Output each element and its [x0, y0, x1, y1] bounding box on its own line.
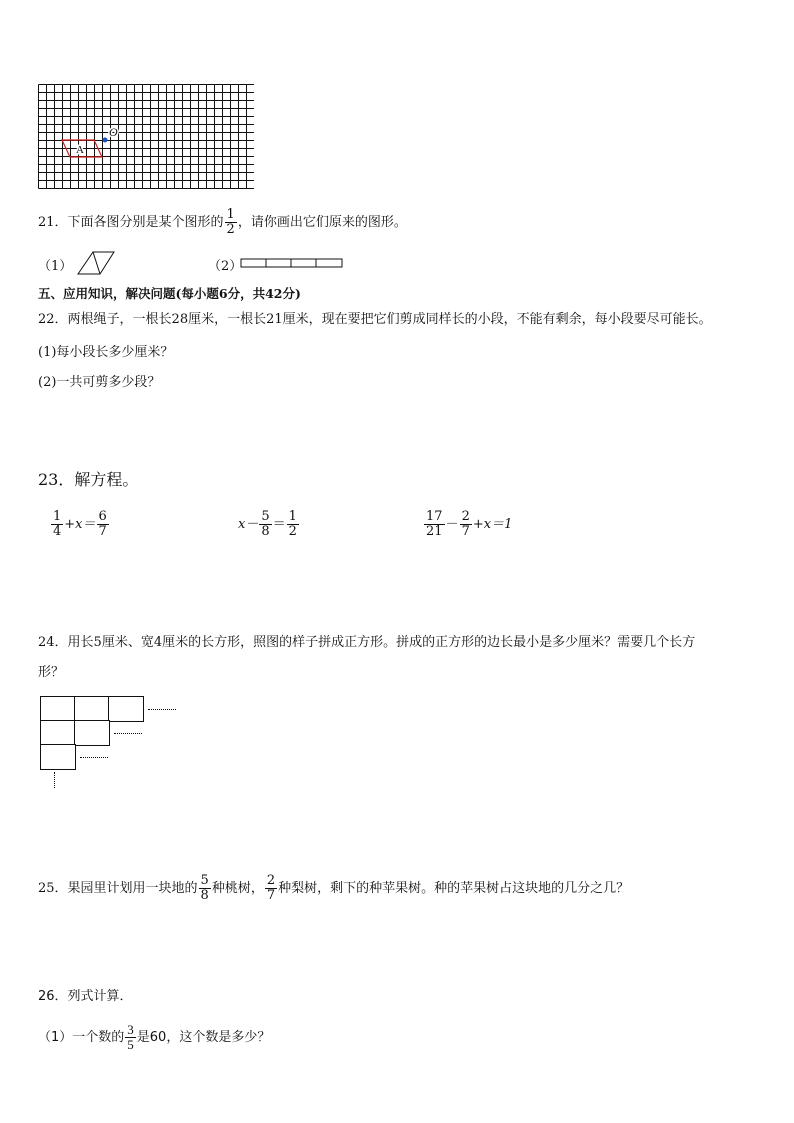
eq1-frac1-num: 1 — [53, 509, 62, 524]
eq1-frac2-den: 7 — [98, 524, 107, 539]
eq3-frac2-den: 7 — [461, 524, 470, 539]
tile — [40, 744, 76, 770]
tile — [108, 696, 144, 722]
q25-text — [38, 874, 629, 903]
q23-title: 23．解方程。 — [38, 470, 139, 489]
q26-frac-den: 5 — [127, 1037, 134, 1052]
q26-sub1 — [38, 1023, 270, 1052]
point-o — [103, 138, 108, 143]
q25-frac1-den: 8 — [200, 888, 209, 903]
eq3-tail: +x＝1 — [472, 517, 513, 532]
q23-eq1 — [50, 510, 110, 539]
continuation-dots-vertical — [54, 772, 55, 788]
q22-sub2: (2)一共可剪多少段？ — [38, 375, 161, 390]
q21-item1-label: （1） — [38, 259, 73, 274]
q25-frac1-num: 5 — [200, 873, 209, 888]
eq1-mid: +x＝ — [64, 517, 96, 532]
tile — [74, 720, 110, 746]
continuation-dots — [114, 733, 142, 734]
shape-a-label: A — [76, 144, 84, 156]
tile — [40, 720, 76, 746]
q21-suffix: ，请你画出它们原来的图形。 — [237, 215, 407, 230]
grid-lines — [39, 85, 255, 189]
point-o-label: O — [109, 125, 118, 139]
continuation-dots — [148, 709, 176, 710]
continuation-dots — [80, 757, 108, 758]
eq2-frac1-den: 8 — [261, 524, 270, 539]
q24-line1: 24．用长5厘米、宽4厘米的长方形，照图的样子拼成正方形。拼成的正方形的边长最小是多少厘米？需要几个长方 — [38, 635, 696, 650]
tile — [40, 696, 76, 722]
q21-fraction — [225, 208, 237, 237]
q21-frac-den: 2 — [226, 222, 235, 237]
half-strip-figure — [240, 257, 344, 269]
q25-frac2-den: 7 — [266, 888, 276, 903]
eq2-frac2-num: 1 — [288, 509, 297, 524]
q26-frac-num: 3 — [127, 1022, 134, 1037]
q25-mid: 种桃树， — [211, 881, 264, 896]
q24-line2: 形？ — [38, 665, 65, 680]
q23-eq2 — [238, 510, 300, 539]
q26-sub1-suffix: 是60，这个数是多少？ — [136, 1030, 271, 1045]
eq2-mid: ＝ — [272, 517, 286, 532]
q21-item2-label: （2） — [208, 259, 243, 274]
section5-title: 五、应用知识，解决问题(每小题6分，共42分) — [38, 286, 301, 301]
tile — [74, 696, 110, 722]
q25-frac2-num: 2 — [266, 873, 276, 888]
eq2-frac2-den: 2 — [288, 524, 297, 539]
eq3-frac1-den: 21 — [426, 524, 443, 539]
q25-prefix: 25．果园里计划用一块地的 — [38, 881, 198, 896]
q26-sub1-prefix: （1）一个数的 — [38, 1030, 125, 1045]
q26-title: 26．列式计算． — [38, 989, 133, 1004]
eq1-frac2-num: 6 — [98, 509, 107, 524]
eq3-frac1-num: 17 — [426, 509, 443, 524]
q22-sub1: (1)每小段长多少厘米？ — [38, 345, 174, 360]
eq2-pre: x－ — [238, 517, 259, 532]
eq1-frac1-den: 4 — [53, 524, 62, 539]
eq2-frac1-num: 5 — [261, 509, 270, 524]
q23-eq3 — [423, 510, 512, 539]
eq3-frac2-num: 2 — [461, 509, 470, 524]
half-parallelogram-figure — [76, 250, 118, 276]
q21-prefix: 21．下面各图分别是某个图形的 — [38, 215, 224, 230]
q21-frac-num: 1 — [226, 207, 235, 222]
q21-text — [38, 208, 407, 237]
grid-figure — [38, 84, 254, 190]
eq3-op: － — [445, 517, 459, 532]
q22-text: 22．两根绳子，一根长28厘米，一根长21厘米，现在要把它们剪成同样长的小段，不能有剩余，每小段要尽可能长。 — [38, 312, 712, 327]
q25-suffix: 种梨树，剩下的种苹果树。种的苹果树占这块地的几分之几？ — [278, 881, 630, 896]
